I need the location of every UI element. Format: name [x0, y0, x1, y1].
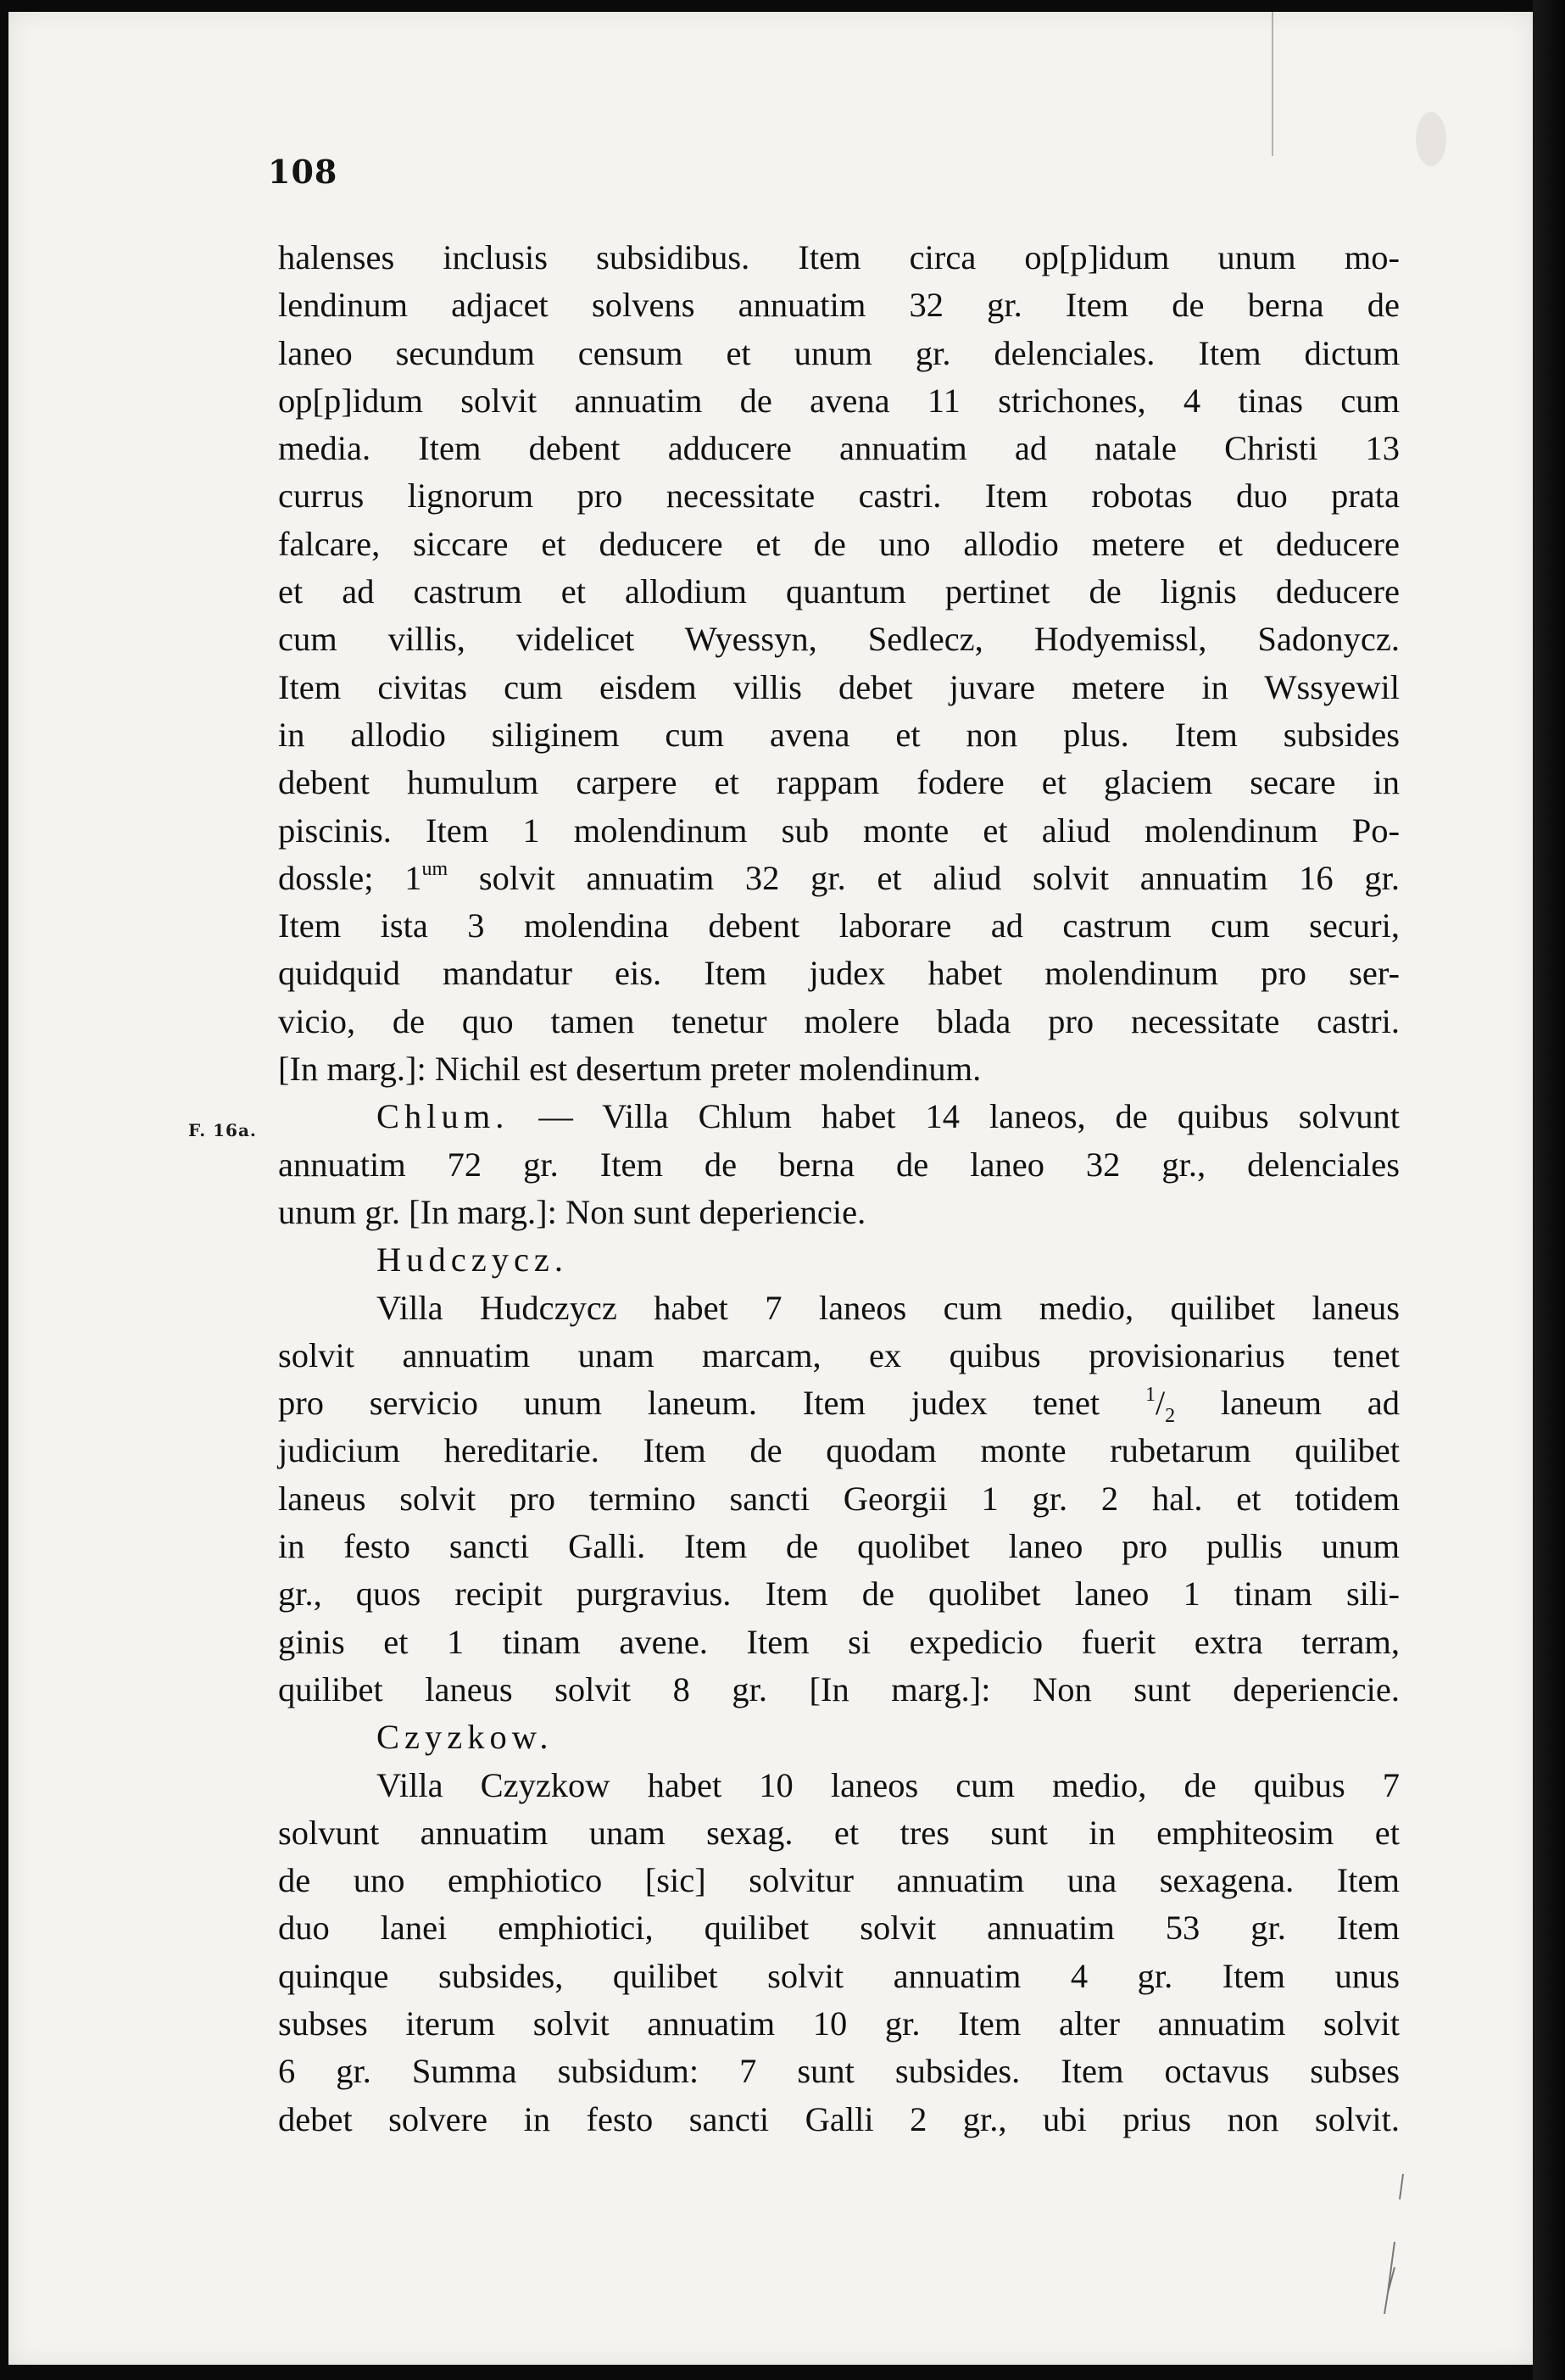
indent-spacer — [278, 1289, 376, 1327]
text-line: laneus solvit pro termino sancti Georgii 1 gr. 2 hal. et totidem — [278, 1479, 1400, 1518]
text-line: solvunt annuatim unam sexag. et tres sunt in emphiteosim et — [278, 1813, 1400, 1852]
text-line: cum villis, videlicet Wyessyn, Sedlecz, Hodyemissl, Sadonycz. — [278, 620, 1400, 659]
text-line: Item ista 3 molendina debent laborare ad castrum cum securi, — [278, 906, 1400, 945]
text-line: op[p]idum solvit annuatim de avena 11 strichones, 4 tinas cum — [278, 381, 1400, 420]
section-heading-hudczycz: Hudczycz. — [376, 1240, 569, 1279]
text-line: vicio, de quo tamen tenetur molere blada pro necessitate castri. — [278, 1001, 1400, 1040]
fraction-denominator: 2 — [1165, 1405, 1176, 1428]
indent-spacer — [278, 1766, 376, 1804]
text-fragment: laneum ad — [1175, 1384, 1400, 1423]
text-line: duo lanei emphiotici, quilibet solvit annuatim 53 gr. Item — [278, 1909, 1400, 1948]
body-text — [278, 234, 1400, 2143]
text-line: ginis et 1 tinam avene. Item si expedicio fuerit extra terram, — [278, 1622, 1400, 1661]
text-line: judicium hereditarie. Item de quodam monte rubetarum quilibet — [278, 1431, 1400, 1470]
text-line: in festo sancti Galli. Item de quolibet laneo pro pullis unum — [278, 1527, 1400, 1566]
text-line: solvit annuatim unam marcam, ex quibus provisionarius tenet — [278, 1335, 1400, 1374]
text-line: subses iterum solvit annuatim 10 gr. Item alter annuatim solvit — [278, 2004, 1400, 2043]
text-line: lendinum adjacet solvens annuatim 32 gr. Item de berna de — [278, 286, 1400, 325]
text-line: debent humulum carpere et rappam fodere et glaciem secare in — [278, 763, 1400, 802]
book-page — [8, 12, 1533, 2365]
text-line: et ad castrum et allodium quantum pertinet de lignis deducere — [278, 572, 1400, 611]
text-line: quilibet laneus solvit 8 gr. [In marg.]: Non sunt deperiencie. — [278, 1669, 1400, 1708]
text-line: [In marg.]: Nichil est desertum preter molendinum. — [278, 1050, 982, 1089]
text-line: 6 gr. Summa subsidum: 7 sunt subsides. Item octavus subses — [278, 2052, 1400, 2091]
text-line: quidquid mandatur eis. Item judex habet molendinum pro ser- — [278, 954, 1400, 993]
indent-spacer — [278, 1097, 376, 1135]
text-fragment: solvit annuatim 32 gr. et aliud solvit annuatim 16 gr. — [448, 858, 1400, 897]
section-heading-czyzkow: Czyzkow. — [376, 1718, 554, 1757]
text-line: debet solvere in festo sancti Galli 2 gr., ubi prius non solvit. — [278, 2099, 1400, 2138]
page-crease — [1272, 12, 1273, 156]
text-fragment: Villa Hudczycz habet 7 laneos cum medio, quilibet laneus — [376, 1288, 1400, 1327]
text-fragment: Villa Czyzkow habet 10 laneos cum medio, de quibus 7 — [376, 1765, 1400, 1804]
text-line — [278, 1762, 1400, 1809]
margin-folio-note: F. 16a. — [188, 1120, 257, 1140]
text-fragment: dossle; 1 — [278, 858, 422, 897]
text-line — [278, 1285, 1400, 1332]
section-heading-chlum: Chlum. — [376, 1097, 510, 1136]
text-line: annuatim 72 gr. Item de berna de laneo 32 gr., delenciales — [278, 1145, 1400, 1184]
text-line: falcare, siccare et deducere et de uno allodio metere et deducere — [278, 524, 1400, 563]
scan-edge — [1533, 0, 1565, 2380]
text-line: currus lignorum pro necessitate castri. Item robotas duo prata — [278, 477, 1400, 516]
text-fragment: pro servicio unum laneum. Item judex tenet — [278, 1384, 1145, 1423]
pencil-mark-icon — [1369, 2165, 1420, 2335]
text-line: piscinis. Item 1 molendinum sub monte et aliud molendinum Po- — [278, 811, 1400, 850]
section-chlum-line — [278, 1093, 1400, 1140]
text-line — [278, 855, 1400, 902]
text-line: unum gr. [In marg.]: Non sunt deperiencie. — [278, 1192, 866, 1231]
text-fragment: — Villa Chlum habet 14 laneos, de quibus solvunt — [509, 1097, 1400, 1136]
text-line: quinque subsides, quilibet solvit annuatim 4 gr. Item unus — [278, 1956, 1400, 1995]
paper-stain — [1416, 112, 1446, 166]
fraction-half: $^1/_2$ — [1145, 1383, 1176, 1428]
text-line — [278, 1380, 1400, 1427]
fraction-numerator: 1 — [1145, 1383, 1156, 1406]
text-line: laneo secundum censum et unum gr. delenciales. Item dictum — [278, 333, 1400, 372]
text-line: media. Item debent adducere annuatim ad natale Christi 13 — [278, 429, 1400, 468]
text-line: de uno emphiotico [sic] solvitur annuatim una sexagena. Item — [278, 1861, 1400, 1900]
text-line: halenses inclusis subsidibus. Item circa op[p]idum unum mo- — [278, 238, 1400, 276]
superscript: um — [421, 858, 448, 881]
text-line: gr., quos recipit purgravius. Item de quolibet laneo 1 tinam sili- — [278, 1575, 1400, 1614]
page-number: 108 — [268, 153, 338, 191]
text-line: Item civitas cum eisdem villis debet juvare metere in Wssyewil — [278, 667, 1400, 706]
text-line: in allodio siliginem cum avena et non plus. Item subsides — [278, 715, 1400, 754]
